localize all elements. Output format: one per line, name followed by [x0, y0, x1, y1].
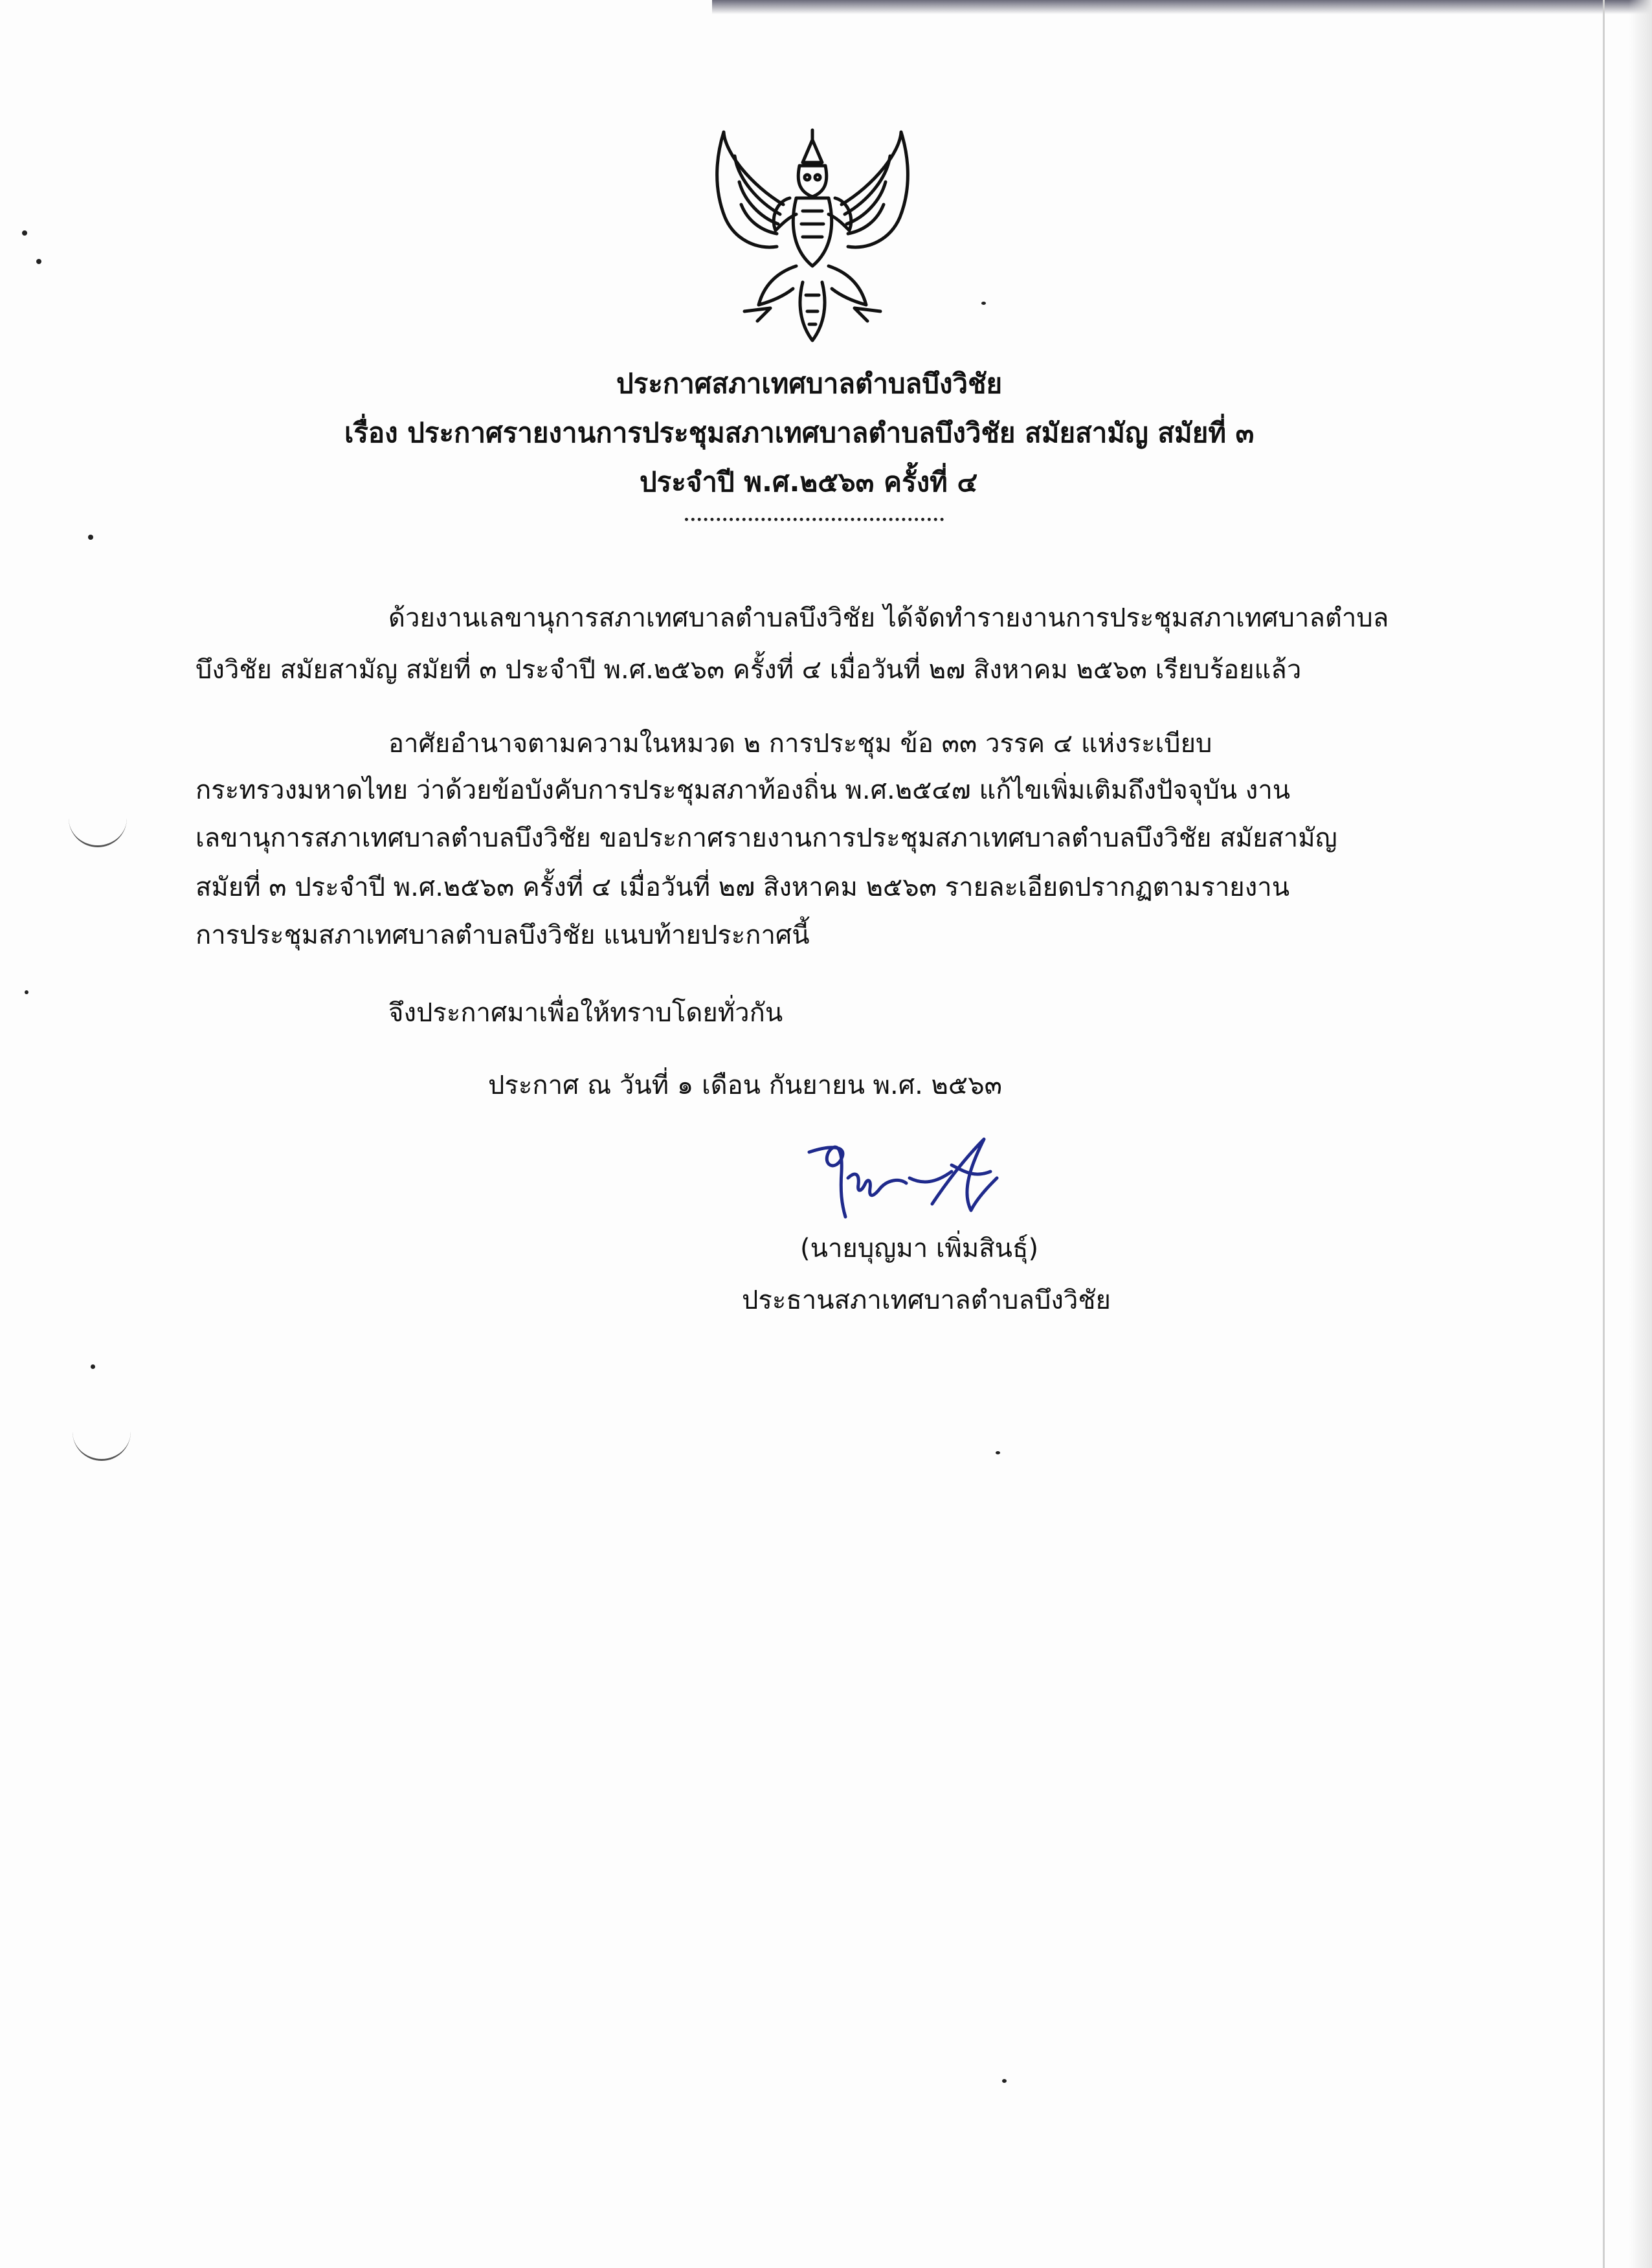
- scan-speck: [36, 259, 41, 264]
- scan-edge-line: [1603, 0, 1605, 2268]
- document-title: ประกาศสภาเทศบาลตำบลบึงวิชัย: [616, 368, 1003, 399]
- scan-speck: [22, 230, 27, 236]
- scan-edge: [1629, 0, 1652, 2268]
- body-line: อาศัยอำนาจตามความในหมวด ๒ การประชุม ข้อ ๓๓ วรรค ๔ แห่งระเบียบ: [388, 729, 1212, 759]
- document-year-line: ประจำปี พ.ศ.๒๕๖๓ ครั้งที่ ๔: [640, 466, 978, 498]
- body-line: เลขานุการสภาเทศบาลตำบลบึงวิชัย ขอประกาศรายงานการประชุมสภาเทศบาลตำบลบึงวิชัย สมัยสามัญ: [195, 823, 1337, 853]
- signer-position: ประธานสภาเทศบาลตำบลบึงวิชัย: [742, 1285, 1111, 1315]
- body-line: กระทรวงมหาดไทย ว่าด้วยข้อบังคับการประชุมสภาท้องถิ่น พ.ศ.๒๕๔๗ แก้ไขเพิ่มเติมถึงปัจจุบัน งาน: [195, 775, 1291, 805]
- body-line: ด้วยงานเลขานุการสภาเทศบาลตำบลบึงวิชัย ได้จัดทำรายงานการประชุมสภาเทศบาลตำบล: [388, 603, 1389, 633]
- date-line: ประกาศ ณ วันที่ ๑ เดือน กันยายน พ.ศ. ๒๕๖๓: [488, 1071, 1002, 1100]
- scan-speck: [1002, 2079, 1007, 2083]
- handwritten-signature: [803, 1133, 1003, 1223]
- closing-line: จึงประกาศมาเพื่อให้ทราบโดยทั่วกัน: [388, 998, 783, 1028]
- punch-hole-mark: [69, 813, 127, 847]
- dotted-separator: [685, 518, 944, 525]
- body-line: การประชุมสภาเทศบาลตำบลบึงวิชัย แนบท้ายประกาศนี้: [195, 920, 810, 950]
- garuda-emblem-icon: [706, 127, 919, 348]
- body-line: สมัยที่ ๓ ประจำปี พ.ศ.๒๕๖๓ ครั้งที่ ๔ เมื่อวันที่ ๒๗ สิงหาคม ๒๕๖๓ รายละเอียดปรากฏตามรายงาน: [195, 873, 1290, 902]
- scan-shadow: [712, 0, 1652, 14]
- body-line: บึงวิชัย สมัยสามัญ สมัยที่ ๓ ประจำปี พ.ศ.๒๕๖๓ ครั้งที่ ๔ เมื่อวันที่ ๒๗ สิงหาคม ๒๕๖๓ เรียบร้อยแล้ว: [195, 655, 1302, 685]
- scan-speck: [981, 302, 986, 305]
- scan-speck: [25, 990, 28, 994]
- document-subject: เรื่อง ประกาศรายงานการประชุมสภาเทศบาลตำบลบึงวิชัย สมัยสามัญ สมัยที่ ๓: [344, 417, 1255, 449]
- signer-name: (นายบุญมา เพิ่มสินธุ์): [800, 1234, 1039, 1263]
- scan-speck: [996, 1451, 1000, 1454]
- scan-speck: [88, 535, 93, 540]
- scan-speck: [91, 1364, 95, 1369]
- punch-hole-mark: [73, 1427, 131, 1461]
